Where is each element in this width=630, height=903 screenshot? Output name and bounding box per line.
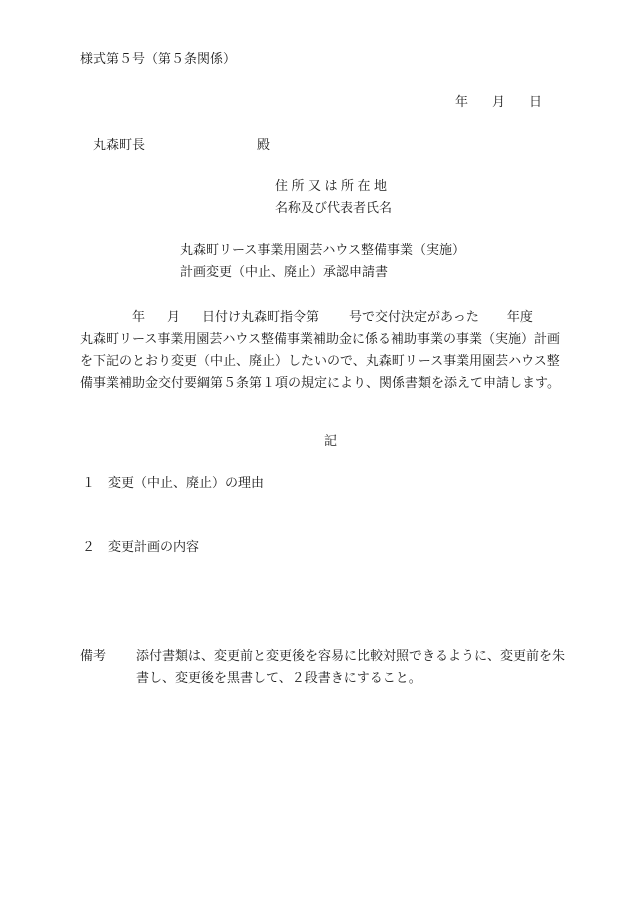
applicant-name-label: 名称及び代表者氏名: [275, 201, 393, 216]
body-directive: 日付け丸森町指令第: [202, 310, 320, 325]
form-number: 様式第５号（第５条関係）: [80, 52, 237, 67]
body-line-1: [80, 307, 590, 329]
body-issued: 号で交付決定があった: [349, 310, 479, 325]
item-change-plan: [80, 540, 199, 556]
body-line-4: 備事業補助金交付要綱第５条第１項の規定により、関係書類を添えて申請します。: [80, 376, 560, 391]
applicant-address-label: 住所又は所在地: [275, 179, 391, 194]
remarks-line2: 書し、変更後を黒書して、２段書きにすること。: [136, 671, 422, 686]
date-day-label: 日: [529, 95, 543, 110]
date-year-label: 年: [455, 95, 469, 110]
document-title-line1: 丸森町リース事業用園芸ハウス整備事業（実施）: [180, 243, 465, 258]
body-fiscal-year: 年度: [506, 310, 533, 325]
body-line-2: 丸森町リース事業用園芸ハウス整備事業補助金に係る補助事業の事業（実施）計画: [80, 332, 560, 347]
item-change-reason: [80, 476, 264, 492]
item-number: ２: [82, 540, 96, 555]
body-line-3: を下記のとおり変更（中止、廃止）したいので、丸森町リース事業用園芸ハウス整: [80, 354, 560, 369]
item-label: 変更計画の内容: [108, 540, 200, 555]
body-year: 年: [132, 310, 146, 325]
remarks: [80, 646, 565, 690]
body-month: 月: [167, 310, 181, 325]
addressee-honorific: 殿: [257, 138, 271, 153]
body-paragraph: [80, 307, 590, 395]
date-month-label: 月: [492, 95, 506, 110]
remarks-line1: 添付書類は、変更前と変更後を容易に比較対照できるように、変更前を朱: [136, 649, 566, 664]
document-title-line2: 計画変更（中止、廃止）承認申請書: [180, 265, 389, 280]
remarks-label: 備考: [80, 649, 107, 664]
ki-heading: 記: [324, 434, 338, 449]
addressee: [93, 138, 270, 154]
addressee-title: 丸森町長: [93, 138, 146, 153]
item-number: １: [82, 476, 96, 491]
date-line: [455, 95, 542, 111]
item-label: 変更（中止、廃止）の理由: [108, 476, 265, 491]
